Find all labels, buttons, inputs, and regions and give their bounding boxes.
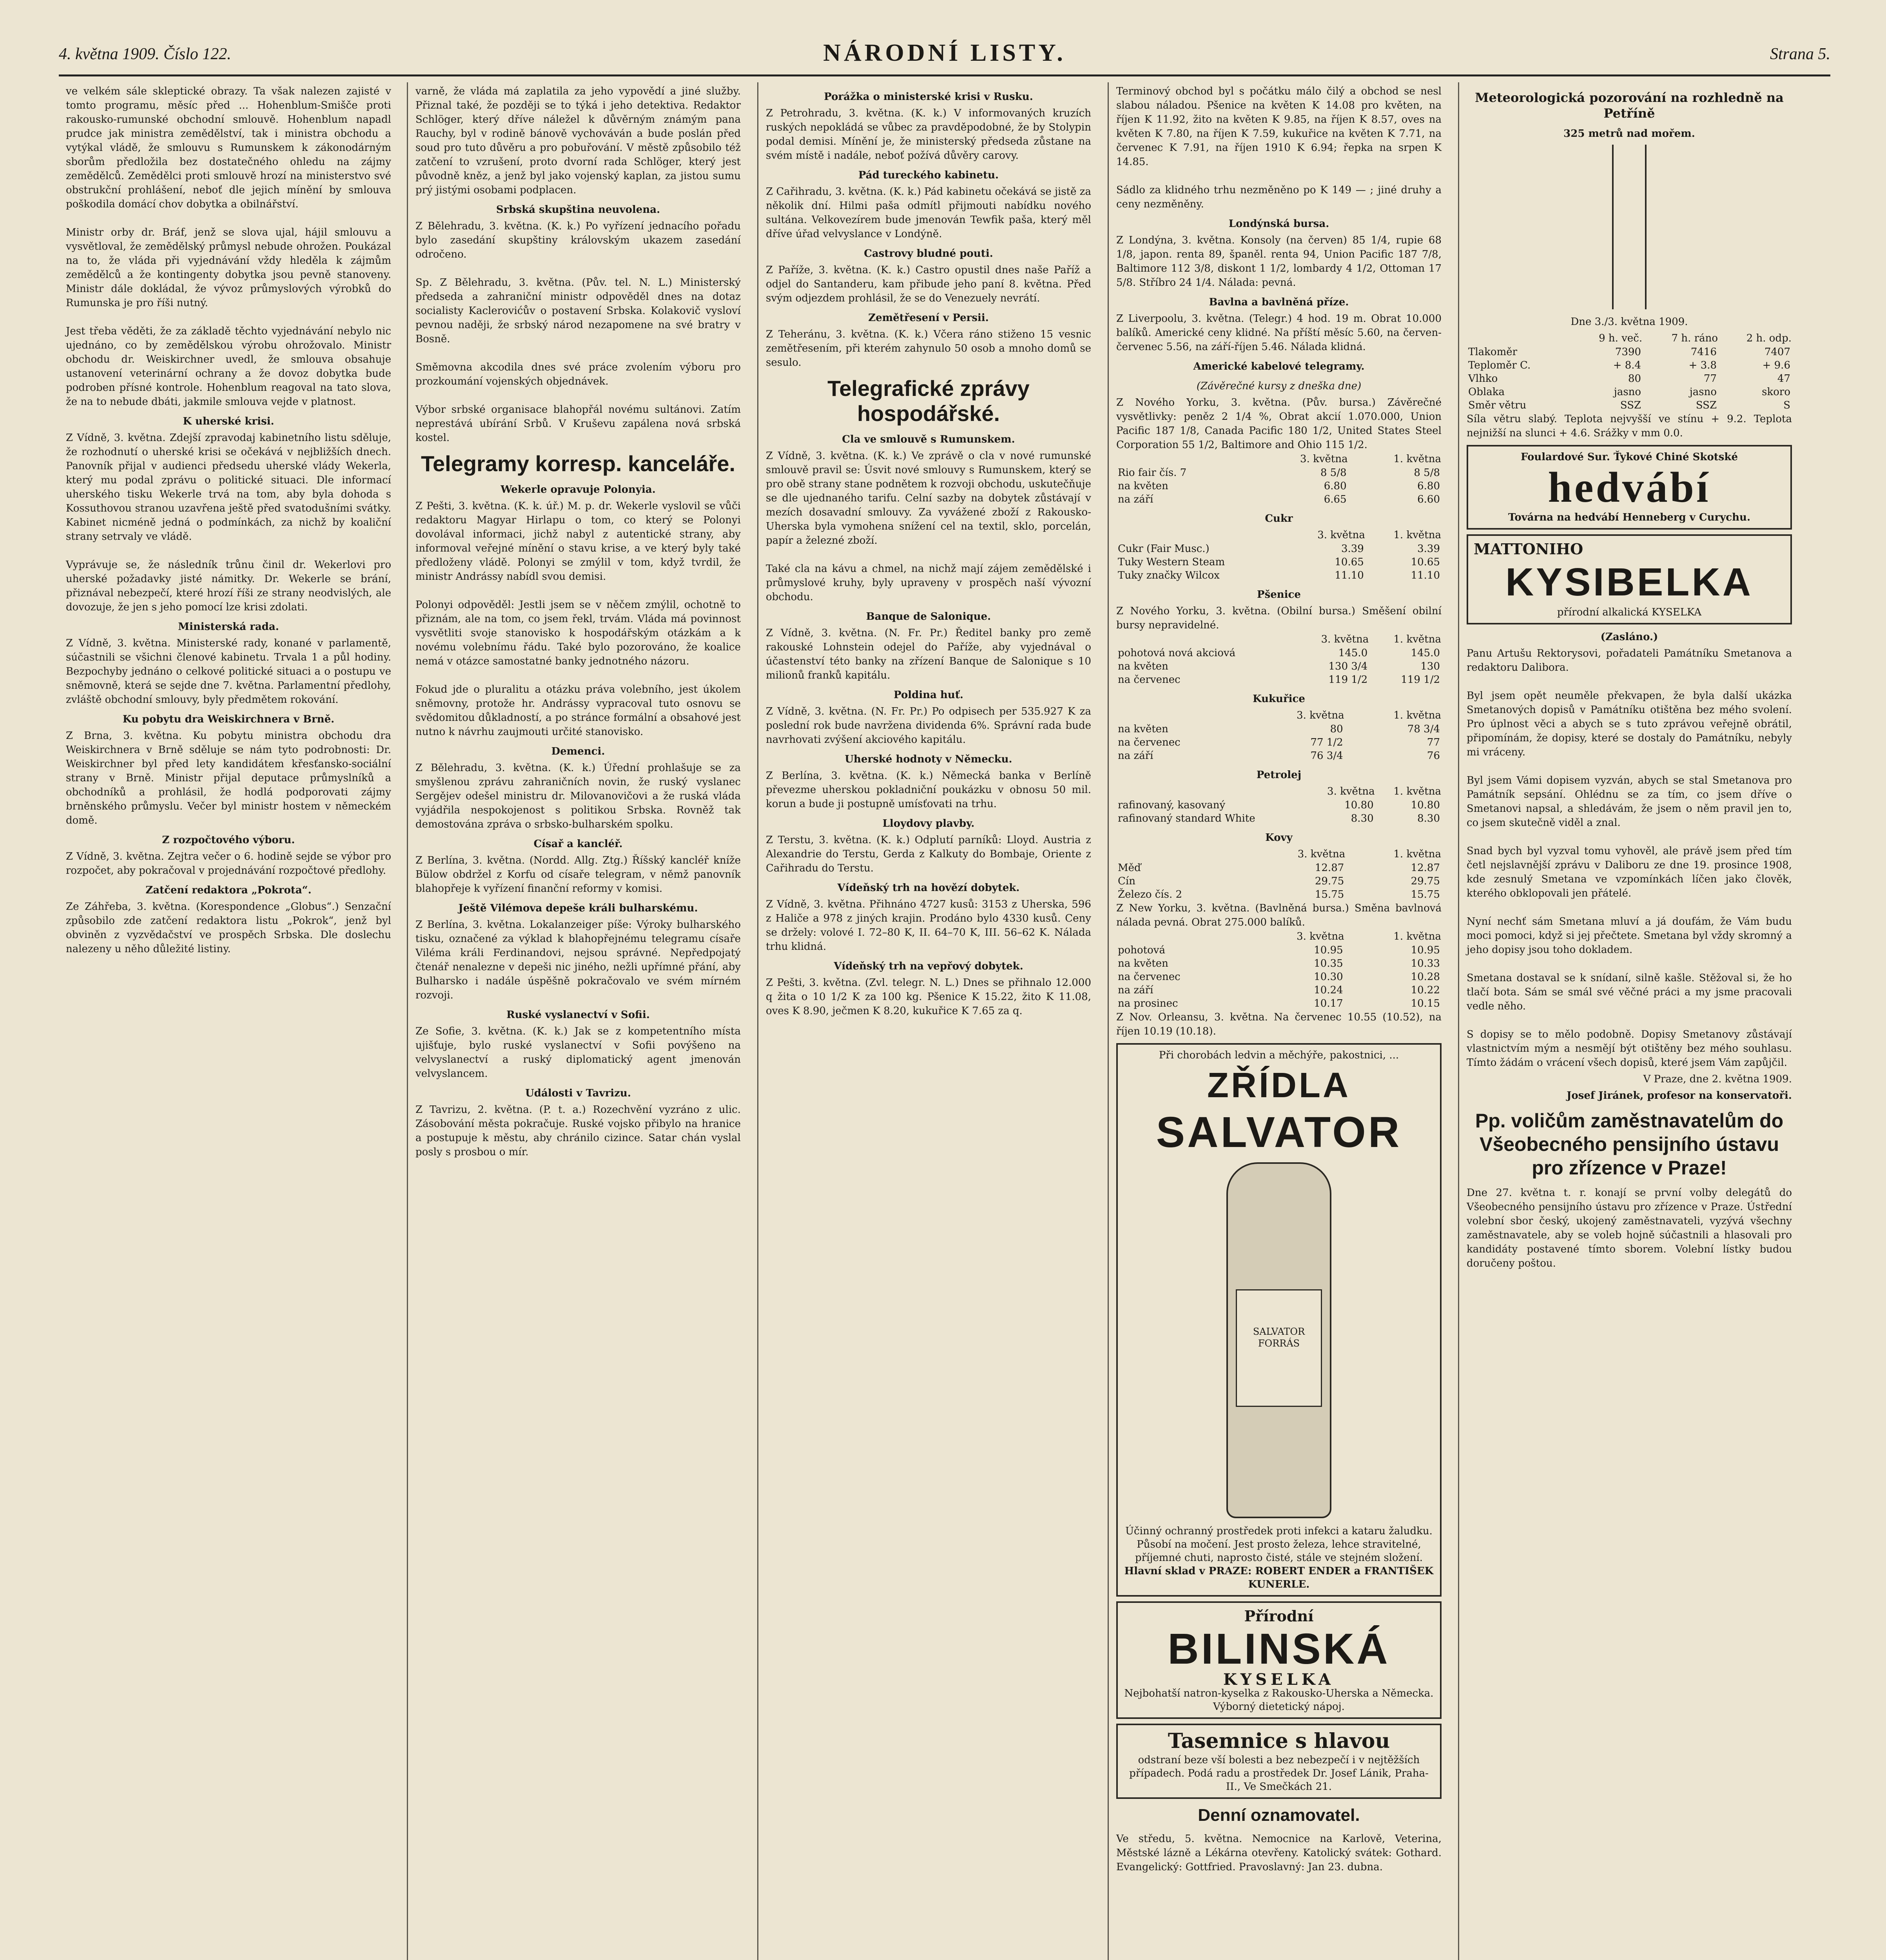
table-header-cell: 9 h. več. <box>1599 332 1643 344</box>
table-cell: 7390 <box>1615 346 1641 358</box>
column-rule <box>1458 82 1459 1960</box>
table-row <box>1116 944 1442 957</box>
ad-text: Nejbohatší natron-kyselka z Rakousko-Uherska a Německa. Výborný dietetický nápoj. <box>1124 1688 1434 1713</box>
section-title: Ministerská rada. <box>178 621 279 633</box>
table-cell: 10.80 <box>1411 799 1440 811</box>
table-cell: 6.65 <box>1324 494 1347 505</box>
table-cell: 3.39 <box>1417 543 1440 555</box>
table-cell: 7407 <box>1764 346 1790 358</box>
article-text: Z Vídně, 3. května. Ministerské rady, konané v parlamentě, súčastnili se všichni členové kabinetu. Trvala 1 a půl hodiny. Bezpochyby jednáno o celkové politické situaci a o postupu ve sněmovně, která se sejde dne 7. května. Parlamentní předlohy, zvláště obchodní smlouvy, byly předmětem rokování. <box>66 637 395 706</box>
market-table <box>1116 632 1442 686</box>
data-table <box>1116 847 1442 901</box>
column-4 <box>1116 84 1445 1960</box>
section-subtitle: (Závěrečné kursy z dneška dne) <box>1196 380 1362 392</box>
table-row <box>1116 646 1442 660</box>
data-table <box>1116 632 1442 686</box>
table-cell: 47 <box>1777 373 1790 385</box>
table-header-cell <box>1116 528 1289 542</box>
ad-subtext: přírodní alkalická KYSELKA <box>1557 606 1702 618</box>
section-big-title: Denní oznamovatel. <box>1198 1806 1360 1825</box>
weather-subtitle: 325 metrů nad mořem. <box>1563 128 1695 140</box>
table-row <box>1116 452 1442 466</box>
table-cell: Cín <box>1118 875 1135 887</box>
section-title: Porážka o ministerské krisi v Rusku. <box>824 91 1033 103</box>
table-cell: 15.75 <box>1411 889 1440 900</box>
table-cell: 78 3/4 <box>1407 723 1440 735</box>
section-title: Kukuřice <box>1253 693 1305 705</box>
section-title: Poldina huť. <box>894 689 963 701</box>
table-cell: 10.95 <box>1314 944 1343 956</box>
table-row <box>1467 345 1792 359</box>
article-text: Terminový obchod byl s počátku málo čilý a obchod se nesl slabou náladou. Pšenice na květen K 14.08 pro květen, na říjen K 11.92, žito na květen K 9.85, na říjen K 8.57, oves na květen K 7.80, na říjen K 7.59, kukuřice na květen K 7.71, na červenec K 7.91, na říjen 1910 K 6.94; řepka na srpen K 14.85. Sádlo za klidného trhu nezměněno po K 149 — ; jiné druhy a ceny nezměněny. <box>1116 85 1442 210</box>
table-cell: 10.22 <box>1411 984 1440 996</box>
table-cell: 29.75 <box>1411 875 1440 887</box>
table-header-cell: 3. května <box>1297 710 1344 721</box>
ad-hedvabi <box>1467 445 1792 530</box>
ad-bilinska <box>1116 1601 1442 1719</box>
table-cell: 10.65 <box>1411 556 1440 568</box>
table-cell: na září <box>1118 984 1153 996</box>
article-text: Z Londýna, 3. května. Konsoly (na červen) 85 1/4, rupie 68 1/8, japon. renta 89, španěl. renta 94, Union Pacific 187 7/8, Baltimore 112 3/8, diskont 1 1/2, lombardy 4 1/2, Ottoman 17 5/8. Stříbro 24 1/4. Nálada: pevná. <box>1116 234 1445 289</box>
table-cell: 10.80 <box>1344 799 1374 811</box>
table-row <box>1116 847 1442 861</box>
section-title: K uherské krisi. <box>183 416 274 427</box>
table-cell: na květen <box>1118 723 1168 735</box>
table-row <box>1116 542 1442 555</box>
table-cell: pohotová <box>1118 944 1165 956</box>
table-cell: 10.33 <box>1411 958 1440 969</box>
table-header-cell: 3. května <box>1327 786 1375 797</box>
column-rule <box>1108 82 1109 1960</box>
table-cell: + 3.8 <box>1688 359 1717 371</box>
table-header-cell <box>1116 708 1248 722</box>
ad-brand: SALVATOR <box>1156 1108 1402 1156</box>
ad-left-text: Foulardové Sur. Ťykové Chiné Skotské <box>1521 451 1738 463</box>
article-text: Ve středu, 5. května. Nemocnice na Karlově, Veterina, Městské lázně a Lékárna otevřeny. Katolický svátek: Gothard. Evangelický: Gottfried. Pravoslavný: Jan 23. dubna. <box>1116 1833 1445 1873</box>
article-text: Z New Yorku, 3. května. (Bavlněná bursa.) Směna bavlnová nálada pevná. Obrat 275.000 balíků. <box>1116 902 1445 928</box>
table-cell: 77 <box>1703 373 1717 385</box>
weather-title: Meteorologická pozorování na rozhledně na Petříně <box>1475 90 1784 121</box>
table-cell: 11.10 <box>1335 570 1364 581</box>
section-title: Demenci. <box>551 746 605 757</box>
table-cell: pohotová nová akciová <box>1118 647 1236 659</box>
table-header-cell: 3. května <box>1297 848 1346 860</box>
market-table <box>1116 528 1442 582</box>
table-cell: na prosinec <box>1118 998 1178 1009</box>
table-cell: jasno <box>1689 386 1717 398</box>
table-cell: 10.35 <box>1314 958 1343 969</box>
article-text: Z Pešti, 3. května. (Zvl. telegr. N. L.) Dnes se přihnalo 12.000 q žita o 10 1/2 K za 100 kg. Pšenice K 15.22, žito K 11.08, oves K 8.90, ječmen K 8.20, kukuřice K 7.65 za q. <box>766 977 1095 1017</box>
table-cell: Rio fair čís. 7 <box>1118 467 1187 479</box>
table-row <box>1116 929 1442 944</box>
table-cell: 10.28 <box>1411 971 1440 983</box>
tower-illustration <box>1612 145 1647 309</box>
table-header-cell: 1. května <box>1393 786 1441 797</box>
table-cell: 76 <box>1427 750 1440 762</box>
table-cell: 130 3/4 <box>1328 661 1368 672</box>
weather-notes: Síla větru slabý. Teplota nejvyšší ve stínu + 9.2. Teplota nejnižší na slunci + 4.6. Srážky v mm 0.0. <box>1467 413 1795 439</box>
ad-subbrand: KYSELKA <box>1223 1670 1335 1689</box>
table-row <box>1116 784 1442 799</box>
table-cell: 12.87 <box>1411 862 1440 874</box>
article-text: Z Berlína, 3. května. Lokalanzeiger píše: Výroky bulharského tisku, označené za výklad k blahopřejnému telegramu císaře Viléma králi Ferdinandovi, nejsou správné. Nepředpojatý čtenář nenalezne v depeši nic jiného, nežli upřímné přání, aby Bulharsko i nadále úspěšně pokračovalo ve svém mírném rozvoji. <box>415 919 744 1001</box>
data-table <box>1116 452 1442 506</box>
table-cell: Směr větru <box>1468 399 1527 411</box>
market-table <box>1116 452 1442 506</box>
ad-top-text: MATTONIHO <box>1474 540 1583 558</box>
table-cell: na květen <box>1118 661 1168 672</box>
table-cell: na září <box>1118 750 1153 762</box>
table-cell: 7416 <box>1690 346 1717 358</box>
table-cell: Cukr (Fair Musc.) <box>1118 543 1210 555</box>
article-text: Z Berlína, 3. května. (K. k.) Německá banka v Berlíně převezme uherskou pokladniční poukázku v obnosu 50 mil. korun a bude ji postupně umísťovati na trhu. <box>766 770 1095 810</box>
table-cell: na září <box>1118 494 1153 505</box>
ad-brand: KYSIBELKA <box>1505 560 1753 604</box>
table-cell: Oblaka <box>1468 386 1505 398</box>
article-text: Z Teheránu, 3. května. (K. k.) Včera ráno stiženo 15 vesnic zemětřesením, při kterém zahynulo 50 osob a mnoho domů se sesulo. <box>766 328 1095 368</box>
weather-table <box>1467 331 1792 412</box>
table-cell: na červenec <box>1118 737 1181 748</box>
table-cell: 10.65 <box>1335 556 1364 568</box>
table-cell: S <box>1783 399 1790 411</box>
table-header-cell: 7 h. ráno <box>1671 332 1718 344</box>
table-row <box>1116 555 1442 569</box>
table-header-cell: 1. května <box>1393 710 1441 721</box>
table-header-cell <box>1116 632 1297 646</box>
table-cell: 77 <box>1427 737 1440 748</box>
letter-text: Panu Artušu Rektorysovi, pořadateli Památníku Smetanova a redaktoru Dalibora. Byl jsem opět neuměle překvapen, že byla další ukázka Smetanových dopisů v Památníku otištěna bez mého svolení. Pro úplnost věci a abych se s tuto zprávou veřejně obrátil, připomínám, že dopisy, které se dostaly do Památníku, nebyly mi vráceny. Byl jsem Vámi dopisem vyzván, abych se stal Smetanova pro Památník sepsání. Ohlédnu se za tím, co jsem dříve o Smetanovi napsal, a shledávám, že jsem o něm pravil jen to, co jsem skutečně viděl a znal. Snad bych byl vyzval tomu vyhověl, ale právě jsem před tím četl nejslavnější zprávu v Daliboru ze dne 19. prosince 1908, kde zesnulý Smetana ve vzpomínkách líčen jako člověk, kterého obklopovali jen přátelé. Nyní nechť sám Smetana mluví a já doufám, že Vám budu moci pomoci, když si jej přečtete. Smetana byl vždy skromný a jeho dopisy jsou toho dokladem. Smetana dostaval se k snídaní, silně kašle. Stěžoval si, že ho tlačí bota. Sám se smál své věčné práci a my jsme pracovali vedle něho. S dopisy se to mělo podobně. Dopisy Smetanovy zůstávají vlastnictvím mým a nesmějí být otištěny bez mého souhlasu. Tímto žádám o vrácení všech dopisů, které jsem Vám zapůjčil. <box>1467 648 1792 1069</box>
column-rule <box>407 82 408 1960</box>
article-text: Z Vídně, 3. května. Zejtra večer o 6. hodině sejde se výbor pro rozpočet, aby pokračoval v projednávání rozpočtové předlohy. <box>66 851 395 877</box>
section-title: Wekerle opravuje Polonyia. <box>501 484 656 495</box>
table-row <box>1116 861 1442 875</box>
ad-brand: BILINSKÁ <box>1168 1625 1390 1673</box>
header-rule <box>59 74 1830 76</box>
table-cell: 29.75 <box>1315 875 1344 887</box>
table-row <box>1467 359 1792 372</box>
bottle-label: SALVATOR FORRÁS <box>1236 1289 1322 1407</box>
table-row <box>1116 569 1442 582</box>
table-cell: rafinovaný standard White <box>1118 813 1255 824</box>
table-row <box>1116 528 1442 542</box>
market-table <box>1116 784 1442 825</box>
article-text: Z Paříže, 3. května. (K. k.) Castro opustil dnes naše Paříž a odjel do Santanderu, kam přibude jeho paní 8. května. Před svým odjezdem prohlásil, že se do Venezuely nevrátí. <box>766 264 1095 304</box>
table-cell: 8 5/8 <box>1414 467 1440 479</box>
article-text: Z Liverpoolu, 3. května. (Telegr.) 4 hod. 19 m. Obrat 10.000 balíků. Americké ceny klidné. Na příští měsíc 5.60, na červen-červenec 5.56, na září-říjen 5.46. Nálada klidná. <box>1116 313 1445 353</box>
table-header-cell: 3. května <box>1317 529 1365 541</box>
section-title: Banque de Salonique. <box>866 611 991 622</box>
article-text: Z Bělehradu, 3. května. (K. k.) Úřední prohlašuje se za smyšlenou zprávu zahraničních novin, že ruský vyslanec Sergějev odešel ministru dr. Milovanovičovi a že ruská vláda vyjádřila nespokojenost s politikou Srbska. Rovněž tak demostována zpráva o srbsko-bulharském spolku. <box>415 762 744 830</box>
article-text: Z Nového Yorku, 3. května. (Obilní bursa.) Směšení obilní bursy nepravidelné. <box>1116 605 1445 631</box>
ad-top-text: Přírodní <box>1244 1607 1314 1625</box>
section-title: Srbská skupština neuvolena. <box>496 204 660 216</box>
table-cell: 15.75 <box>1315 889 1344 900</box>
table-header-cell <box>1116 452 1255 466</box>
table-cell: 77 1/2 <box>1310 737 1343 748</box>
table-header-cell <box>1116 847 1250 861</box>
article-text: Dne 27. května t. r. konají se první volby delegátů do Všeobecného pensijního ústavu pro zřízence v Praze. Ústřední volební sbor český, ukojený zaměstnavateli, vyzývá všechny zaměstnavatele, aby se voleb hojně súčastnili a hlasovali pro kandidáty postavené tímto sborem. Volební lístky budou doručeny poštou. <box>1467 1187 1795 1269</box>
ad-mattoni <box>1467 534 1792 624</box>
table-cell: 119 1/2 <box>1328 674 1368 686</box>
signature-date: V Praze, dne 2. května 1909. <box>1643 1073 1792 1085</box>
data-table <box>1467 331 1792 412</box>
table-cell: 80 <box>1628 373 1641 385</box>
table-cell: 10.15 <box>1411 998 1440 1009</box>
ad-salvator <box>1116 1043 1442 1597</box>
table-row <box>1116 708 1442 722</box>
table-header-cell: 1. května <box>1393 931 1441 942</box>
table-header-cell: 3. května <box>1297 931 1344 942</box>
article-text: Z Vídně, 3. května. (K. k.) Ve zprávě o cla v nové rumunské smlouvě pravil se: Úsvit nové smlouvy s Rumunskem, který se pro obě strany stane podnětem k rozvoji obchodu, uskutečňuje se dle ujednaného tarifu. Celní sazby na dobytek zůstávají v mezích dosavadní smlouvy. Za vyvážené zboží z Rakousko-Uherska byla vymohena snížení cel na textil, sklo, porcelán, papír a železné zboží. Také cla na kávu a chmel, na nichž mají zájem zemědělské i průmyslové kruhy, byly upraveny v prospěch naší vývozní obchodu. <box>766 450 1091 603</box>
masthead-title: NÁRODNÍ LISTY. <box>823 40 1066 66</box>
table-row <box>1116 466 1442 479</box>
table-cell: 10.95 <box>1411 944 1440 956</box>
section-title: Cukr <box>1265 513 1293 524</box>
section-big-title: Telegramy korresp. kanceláře. <box>421 451 736 476</box>
table-header-cell: 1. května <box>1393 453 1441 465</box>
ad-footer: Hlavní sklad v PRAZE: ROBERT ENDER a FRANTIŠEK KUNERLE. <box>1124 1565 1434 1590</box>
ad-brand: hedvábí <box>1548 463 1711 511</box>
bottle-illustration <box>1226 1162 1331 1518</box>
table-row <box>1467 385 1792 399</box>
table-row <box>1467 399 1792 412</box>
section-big-title: Pp. voličům zaměstnavatelům do Všeobecného pensijního ústavu pro zřízence v Praze! <box>1475 1110 1784 1179</box>
market-table <box>1116 847 1442 901</box>
article-text: Z Petrohradu, 3. května. (K. k.) V informovaných kruzích ruských nepokládá se vůbec za pravděpodobné, že by Stolypin podal demisi. Mínění je, že ministerský předseda zůstane na svém místě i nadále, neboť požívá důvěry carovy. <box>766 107 1095 162</box>
table-cell: na květen <box>1118 480 1168 492</box>
article-text: Ze Záhřeba, 3. května. (Korespondence „Globus“.) Senzační způsobilo zde zatčení redaktora listu „Pokrok“, jenž byl obviněn z vyzvědačství ve prospěch Srbska. Dle doslechu nalezeny u něho důležité listiny. <box>66 901 395 955</box>
table-cell: SSZ <box>1696 399 1717 411</box>
table-cell: 145.0 <box>1411 647 1440 659</box>
data-table <box>1116 708 1442 762</box>
section-title: Události v Tavrizu. <box>525 1087 631 1099</box>
article-text: Z Vídně, 3. května. Zdejší zpravodaj kabinetního listu sděluje, že rozhodnutí o uherské krisi se očekává v nejbližších dnech. Panovník přijal v audienci předsedu uherské vlády Wekerla, který mu podal zprávu o politické situaci. Dle informací uherského tisku Wekerle trvá na tom, aby byla dohoda s Kossuthovou stranou uzavřena ještě před svatodušními svátky. Kabinet nicméně jedná o podmínkách, za nichž by koaliční strany setrvaly ve vládě. Vyprávuje se, že následník trůnu činil dr. Wekerlovi pro uherské požadavky jisté námitky. Dr. Wekerle se brání, přiznával nebezpečí, které hrozí říši ze strany neodvislých, ale dovozuje, že jen s jeho pomocí lze krisi zdolati. <box>66 432 391 613</box>
data-table <box>1116 784 1442 825</box>
table-cell: na červenec <box>1118 971 1181 983</box>
section-title: Londýnská bursa. <box>1228 218 1329 230</box>
market-table <box>1116 708 1442 762</box>
ad-footer: Továrna na hedvábí Henneberg v Curychu. <box>1508 512 1750 523</box>
ad-text: Účinný ochranný prostředek proti infekci a kataru žaludku. Působí na močení. Jest prosto železa, lehce stravitelné, příjemné chuti, naprosto čisté, stále ve stejném složení. <box>1125 1525 1433 1564</box>
table-cell: Tlakoměr <box>1468 346 1518 358</box>
issue-date: 4. května 1909. Číslo 122. <box>59 45 231 63</box>
table-header-cell: 1. května <box>1393 529 1441 541</box>
table-header-cell <box>1116 784 1309 799</box>
section-title: Císař a kancléř. <box>533 838 623 850</box>
section-title: Cla ve smlouvě s Rumunskem. <box>842 434 1015 445</box>
section-title: Zatčení redaktora „Pokrota“. <box>145 884 312 896</box>
section-big-title: Telegrafické zprávy hospodářské. <box>827 376 1030 426</box>
ad-title: Tasemnice s hlavou <box>1168 1729 1390 1753</box>
column-5 <box>1467 84 1795 1960</box>
table-cell: 6.80 <box>1324 480 1347 492</box>
section-title: Ruské vyslanectví v Sofii. <box>506 1009 650 1021</box>
table-header-cell: 1. května <box>1393 633 1441 645</box>
table-cell: Tuky značky Wilcox <box>1118 570 1220 581</box>
table-cell: 11.10 <box>1411 570 1440 581</box>
table-cell: 8.30 <box>1351 813 1374 824</box>
article-text: Z Vídně, 3. května. (N. Fr. Pr.) Po odpisech per 535.927 K za poslední rok bude navržena dividenda 6%. Správní rada bude navrhovati zvýšení akciového kapitálu. <box>766 706 1095 746</box>
section-title: Zemětřesení v Persii. <box>868 312 989 324</box>
table-cell: 6.80 <box>1417 480 1440 492</box>
article-text: Z Vídně, 3. května. (N. Fr. Pr.) Ředitel banky pro země rakouské Lohnstein odejel do Paříže, aby vyjednával o účastenství této banky na zřízení Banque de Salonique s 10 milionů franků kapitálu. <box>766 627 1095 681</box>
ad-tasemnice <box>1116 1724 1442 1799</box>
article-text: Z Pešti, 3. května. (K. k. úř.) M. p. dr. Wekerle vyslovil se vůči redaktoru Magyar Hirlapu o tom, co který se Polonyi dovolával informaci, jichž nabyl z autentické strany, aby informoval veřejné mínění o stavu krise, a ve který byly také předloženy vládě. Polonyi se zmýlil v tom, když tvrdil, že ministr Andrássy nabídl svou demisi. Polonyi odpověděl: Jestli jsem se v něčem zmýlil, ochotně to přiznám, ale na tom, co jsem řekl, trvám. Vláda má povinnost vysvětliti svoje stanovisko k hospodářským otázkám a k novému volebnímu řádu. Také bylo pozorováno, že koalice nemá v otázce samostatné banky jednotného názoru. Fokud jde o pluralitu a otázku práva volebního, jest úkolem sněmovny, protože hr. Andrássy vypracoval tuto osnovu se svědomitou důkladností, a po stránce formální a obsahové jest nutno k návrhu zaujmouti určité stanovisko. <box>415 500 741 738</box>
ad-text: odstraní beze vší bolesti a bez nebezpečí i v nejtěžších případech. Podá radu a prostředek Dr. Josef Lánik, Praha-II., Ve Smečkách 21. <box>1129 1754 1429 1793</box>
section-title: Ještě Vilémova depeše králi bulharskému. <box>458 902 698 914</box>
section-title: Bavlna a bavlněná příze. <box>1209 296 1349 308</box>
section-title: Z rozpočtového výboru. <box>162 834 295 846</box>
table-row <box>1116 812 1442 825</box>
table-cell: + 8.4 <box>1613 359 1641 371</box>
section-title: Vídeňský trh na hovězí dobytek. <box>837 882 1020 894</box>
article-text: Z Brna, 3. května. Ku pobytu ministra obchodu dra Weiskirchnera v Brně sděluje se nám tyto podrobnosti: Dr. Weiskirchner byl před lety kandidátem křesťansko-sociální strany v Brně. Ministr přijal deputace průmyslníků a obchodníků a prohlásil, že hodlá podporovati zájmy brněnského průmyslu. Večer byl ministr hostem v německém domě. <box>66 730 395 826</box>
data-table <box>1116 528 1442 582</box>
article-text: ve velkém sále skleptické obrazy. Ta však nalezen zajisté v tomto programu, měsíc před ... Hohenblum-Smišče proti rakousko-rumunské obchodní smlouvě. Hohenblum napadl prudce jak ministra zemědělství, tak i ministra obchodu a vytýkal vládě, že smlouvu s Rumunskem k zákonodárným sborům předložila bez dostatečného ohledu na zájmy zemědělců. Zemědělci proti smlouvě hrozí na ministerstvo své obstrukční prohlášení, neboť dle jejich mínění by smlouva poškodila domácí chov dobytka a obilnářství. Ministr orby dr. Bráf, jenž se slova ujal, hájil smlouvu a vysvětloval, že zemědělský průmysl nebude ohrožen. Poukázal na to, že vláda při vyjednávání vždy hleděla k zájmům zemědělců a že kontingenty dobytka jsou pevně stanoveny. Ministr dále dokládal, že vývoz průmyslových výrobků do Rumunska je pro říši nutný. Jest třeba věděti, že za základě těchto vyjednávání nebylo nic ujednáno, co by zemědělskou výrobu ohrožovalo. Ministr obchodu dr. Weiskirchner uvedl, že smlouva obsahuje ustanovení veterinární ochrany a že dovoz dobytka bude podroben přísné kontrole. Hohenblum reagoval na tato slova, že na to nebude dbáti, jakmile smlouva vejde v platnost. <box>66 85 391 408</box>
table-cell: Železo čís. 2 <box>1118 889 1182 900</box>
table-cell: Vlhko <box>1468 373 1498 385</box>
table-cell: 80 <box>1330 723 1343 735</box>
table-row <box>1116 970 1442 984</box>
signature-name: Josef Jiránek, profesor na konservatoři. <box>1567 1090 1792 1102</box>
section-title: Castrovy bludné pouti. <box>864 248 993 260</box>
article-text: Z Nov. Orleansu, 3. května. Na červenec 10.55 (10.52), na říjen 10.19 (10.18). <box>1116 1011 1445 1037</box>
section-title: Ku pobytu dra Weiskirchnera v Brně. <box>122 713 335 725</box>
table-row <box>1116 875 1442 888</box>
page-header <box>59 36 1830 71</box>
table-row <box>1116 749 1442 762</box>
section-title: Americké kabelové telegramy. <box>1193 361 1365 372</box>
article-text: Z Terstu, 3. května. (K. k.) Odplutí parníků: Lloyd. Austria z Alexandrie do Terstu, Gerda z Kalkuty do Bombaje, Oriente z Cařihradu do Terstu. <box>766 834 1095 874</box>
table-row <box>1116 673 1442 686</box>
page-number: Strana 5. <box>1770 45 1830 63</box>
table-cell: 3.39 <box>1341 543 1364 555</box>
column-rule <box>757 82 758 1960</box>
table-cell: na červenec <box>1118 674 1181 686</box>
table-cell: 76 3/4 <box>1310 750 1343 762</box>
table-header-cell: 3. května <box>1321 633 1369 645</box>
table-row <box>1116 957 1442 970</box>
table-row <box>1116 984 1442 997</box>
column-1 <box>66 84 395 1960</box>
section-title: Uherské hodnoty v Německu. <box>845 753 1012 765</box>
table-row <box>1116 736 1442 749</box>
market-table <box>1116 929 1442 1010</box>
table-cell: 6.60 <box>1417 494 1440 505</box>
table-row <box>1116 997 1442 1010</box>
article-text: varně, že vláda má zaplatila za jeho vypovědí a jiné služby. Přiznal také, že později se to týká i jeho detektiva. Redaktor Schlöger, který dříve náležel k důvěrným známým pana Rauchy, byl v rodině bánově vychováván a bude poslán před soud pro tuto důvěru a pro pobuřování. V městě způsobilo též zatčení to vzrušení, proto dvorní rada Schlöger, který jest původně kněz, a jenž byl jako vojenský kaplan, za jistou sumu prý jistými osobami podplacen. <box>415 85 744 196</box>
table-row <box>1116 493 1442 506</box>
table-row <box>1116 660 1442 673</box>
table-header-cell: 1. května <box>1393 848 1441 860</box>
article-text: Z Berlína, 3. května. (Nordd. Allg. Ztg.) Říšský kancléř kníže Bülow obdržel z Korfu od císaře telegram, v němž panovník blahopřeje k vyřízení finanční reformy v komisi. <box>415 855 744 895</box>
article-text: Z Tavrizu, 2. května. (P. t. a.) Rozechvění vyzráno z ulic. Zásobování města pokračuje. Ruské vojsko přibylo na hranice a postupuje k městu, aby chránilo cizince. Satar chán vyslal posly s prosbou o mír. <box>415 1104 744 1158</box>
table-row <box>1116 632 1442 646</box>
table-cell: 10.30 <box>1314 971 1343 983</box>
table-row <box>1116 888 1442 901</box>
section-title: Lloydovy plavby. <box>882 818 975 829</box>
table-cell: 10.24 <box>1314 984 1343 996</box>
table-header-cell: 2 h. odp. <box>1746 332 1792 344</box>
table-cell: 145.0 <box>1338 647 1368 659</box>
table-cell: 8 5/8 <box>1320 467 1347 479</box>
weather-date: Dne 3./3. května 1909. <box>1570 316 1688 328</box>
article-text: Z Bělehradu, 3. května. (K. k.) Po vyřízení jednacího pořadu bylo zasedání skupštiny královským ukazem zasedání odročeno. Sp. Z Bělehradu, 3. května. (Pův. tel. N. L.) Ministerský předseda a zahraniční ministr odpověděl dnes na dotaz socialisty Kaclerovićův o postavení Srbska. Kolakovič vysloví pevnou naději, že srbský národ nezapomene na své bratry v Bosně. Směmovna akcodila dnes své práce zvolením výboru pro prozkoumání vojenských objednávek. Výbor srbské organisace blahopřál novému sultánovi. Zatím neprestává ubírání Srbů. V Kruševu zapálena nová srbská kostel. <box>415 220 741 444</box>
table-row <box>1116 479 1442 493</box>
table-cell: Teploměr C. <box>1468 359 1531 371</box>
table-row <box>1116 722 1442 736</box>
table-header-cell: 3. května <box>1300 453 1348 465</box>
table-cell: 12.87 <box>1315 862 1344 874</box>
ad-brand-line: ZŘÍDLA <box>1207 1066 1351 1105</box>
table-cell: 119 1/2 <box>1401 674 1440 686</box>
table-row <box>1467 331 1792 345</box>
section-title: Pšenice <box>1257 589 1301 601</box>
section-title: Pád tureckého kabinetu. <box>858 169 999 181</box>
section-title: Vídeňský trh na vepřový dobytek. <box>834 960 1023 972</box>
table-row <box>1467 372 1792 385</box>
article-text: Z Nového Yorku, 3. května. (Pův. bursa.) Závěrečné vysvětlivky: peněz 2 1/4 %, Obrat akcií 1.070.000, Union Pacific 187 1/8, Canada Pacific 180 1/2, United States Steel Corporation 55 1/2, Baltimore and Ohio 115 1/2. <box>1116 397 1445 451</box>
column-2 <box>415 84 744 1960</box>
article-text: Z Cařihradu, 3. května. (K. k.) Pád kabinetu očekává se jistě za několik dní. Hilmi paša odmítl přijmouti nabídku nového sultána. Velkovezírem bude jmenován Tewfik paša, který měl dříve úřad velvyslance v Londýně. <box>766 186 1095 240</box>
table-header-cell <box>1467 331 1572 345</box>
ad-top-text: Při chorobách ledvin a měchýře, pakostnici, ... <box>1159 1049 1399 1061</box>
section-title: Petrolej <box>1256 769 1302 781</box>
table-cell: 10.17 <box>1314 998 1343 1009</box>
table-cell: SSZ <box>1620 399 1641 411</box>
table-cell: Měď <box>1118 862 1141 874</box>
table-header-cell <box>1116 929 1248 944</box>
table-cell: + 9.6 <box>1762 359 1790 371</box>
section-title: Kovy <box>1265 832 1293 844</box>
table-cell: 130 <box>1420 661 1440 672</box>
article-text: Z Vídně, 3. května. Přihnáno 4727 kusů: 3153 z Uherska, 596 z Haliče a 978 z jiných krajin. Prodáno bylo 4330 kusů. Ceny se držely: volové I. 72–80 K, II. 64–70 K, III. 56–62 K. Nálada trhu klidná. <box>766 898 1095 953</box>
table-cell: jasno <box>1614 386 1641 398</box>
section-title: (Zasláno.) <box>1600 631 1658 643</box>
table-cell: rafinovaný, kasovaný <box>1118 799 1226 811</box>
article-text: Ze Sofie, 3. května. (K. k.) Jak se z kompetentního místa ujišťuje, bylo ruské vyslanectví v Sofii povýšeno na velvyslanectví a ruský diplomatický agent jmenován velvyslancem. <box>415 1025 744 1080</box>
table-cell: 8.30 <box>1417 813 1440 824</box>
table-cell: skoro <box>1762 386 1790 398</box>
table-row <box>1116 799 1442 812</box>
table-cell: Tuky Western Steam <box>1118 556 1225 568</box>
table-cell: na květen <box>1118 958 1168 969</box>
data-table <box>1116 929 1442 1010</box>
column-3 <box>766 84 1095 1960</box>
